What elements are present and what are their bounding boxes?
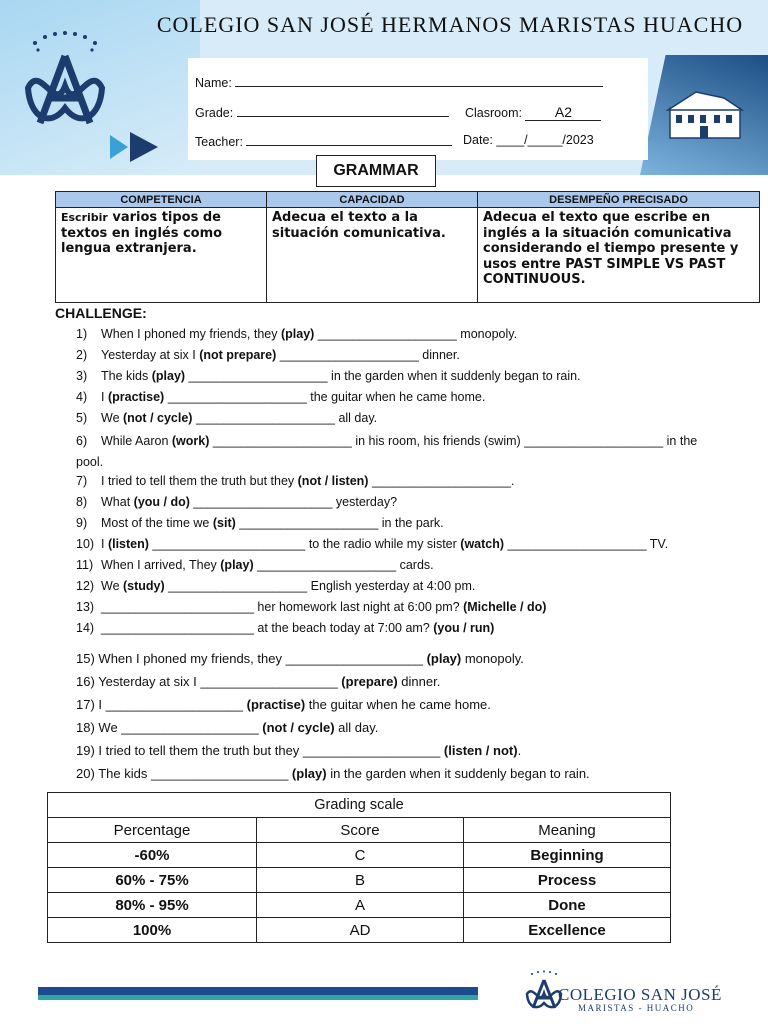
date-field[interactable] <box>463 133 594 147</box>
exercise-text: Most of the time we <box>101 516 213 530</box>
exercise-verb: (practise) <box>107 390 165 404</box>
name-field[interactable] <box>195 74 603 90</box>
exercise-text: the guitar when he came home. <box>305 697 491 712</box>
name-line[interactable] <box>235 74 603 87</box>
percentage-cell: 80% - 95% <box>48 893 257 918</box>
exercise-text: ____________________ cards. <box>253 558 434 572</box>
exercise-verb: (play) <box>151 369 186 383</box>
exercise-text: . <box>517 743 522 758</box>
exercise-item[interactable] <box>76 674 726 690</box>
exercise-verb: (practise) <box>246 697 306 712</box>
percentage-cell: 60% - 75% <box>48 868 257 893</box>
arrow-decoration-icon <box>110 132 160 162</box>
score-cell: B <box>257 868 464 893</box>
exercise-text: We ___________________ <box>98 720 263 735</box>
exercise-number: 11) <box>76 558 94 572</box>
exercise-text: When I phoned my friends, they ___________________ <box>98 651 427 666</box>
meaning-cell: Done <box>464 893 671 918</box>
exercise-item[interactable] <box>76 494 726 510</box>
exercise-item[interactable] <box>76 620 726 636</box>
exercise-number: 5) <box>76 411 88 425</box>
exercise-text: ____________________ in the park. <box>235 516 444 530</box>
exercise-number: 20) <box>76 766 95 781</box>
exercise-text: ____________________ the guitar when he came home. <box>164 390 486 404</box>
date-label: Date: <box>463 133 493 147</box>
exercise-text: What <box>101 495 134 509</box>
exercise-verb: (sit) <box>212 516 236 530</box>
score-cell: AD <box>257 918 464 943</box>
exercise-verb: (you / do) <box>133 495 190 509</box>
column-header: Meaning <box>464 818 671 843</box>
exercise-text: We <box>101 579 123 593</box>
competencia-cell <box>56 208 267 303</box>
exercise-verb: (play) <box>291 766 327 781</box>
exercise-item[interactable] <box>76 536 726 552</box>
exercise-verb: (study) <box>123 579 165 593</box>
teacher-field[interactable] <box>195 133 452 149</box>
exercise-text: ____________________ TV. <box>504 537 669 551</box>
footer-stripe-teal <box>38 995 478 1000</box>
exercise-verb: (not prepare) <box>199 348 277 362</box>
column-header: COMPETENCIA <box>56 192 267 208</box>
exercise-text: The kids ___________________ <box>98 766 292 781</box>
footer-stripe-blue <box>38 987 478 995</box>
exercise-verb: (listen / not) <box>443 743 518 758</box>
grading-title: Grading scale <box>48 793 671 818</box>
exercise-item[interactable] <box>76 697 726 713</box>
exercise-text: ______________________ at the beach today at 7:00 am? <box>101 621 434 635</box>
school-logo-icon <box>20 28 110 138</box>
exercise-text: ____________________ dinner. <box>276 348 460 362</box>
exercise-number: 1) <box>76 327 88 341</box>
exercise-item[interactable] <box>76 651 726 667</box>
footer-school-name: COLEGIO SAN JOSÉ <box>558 985 722 1004</box>
section-title: GRAMMAR <box>316 155 436 187</box>
classroom-field[interactable] <box>465 104 601 121</box>
exercise-verb: (you / run) <box>433 621 495 635</box>
grading-title-row <box>48 793 671 818</box>
exercise-verb: (watch) <box>460 537 505 551</box>
score-cell: A <box>257 893 464 918</box>
column-header: DESEMPEÑO PRECISADO <box>478 192 760 208</box>
exercise-text: Yesterday at six I ___________________ <box>98 674 342 689</box>
grade-label: Grade: <box>195 106 234 120</box>
teacher-line[interactable] <box>246 133 452 146</box>
meaning-cell: Excellence <box>464 918 671 943</box>
column-header: Score <box>257 818 464 843</box>
exercise-verb: (not / listen) <box>297 474 369 488</box>
table-row <box>48 868 671 893</box>
grade-line[interactable] <box>237 104 449 117</box>
exercise-number: 8) <box>76 495 88 509</box>
table-row <box>48 918 671 943</box>
exercise-verb: (work) <box>171 434 210 448</box>
exercise-text: The kids <box>101 369 152 383</box>
meaning-cell: Beginning <box>464 843 671 868</box>
competence-header-row <box>56 192 760 208</box>
exercise-number: 17) <box>76 697 95 712</box>
exercise-number: 2) <box>76 348 88 362</box>
exercise-number: 19) <box>76 743 95 758</box>
exercise-text: in the garden when it suddenly began to rain. <box>326 766 590 781</box>
classroom-value: A2 <box>525 104 601 121</box>
exercise-verb: (Michelle / do) <box>463 600 547 614</box>
table-row <box>48 843 671 868</box>
exercise-number: 13) <box>76 600 95 614</box>
table-row <box>48 893 671 918</box>
exercise-text: ____________________. <box>368 474 515 488</box>
desempeno-cell: Adecua el texto que escribe en inglés a la situación comunicativa considerando el tiempo presente y usos entre PAST SIMPLE VS PAST CONTINUOUS. <box>478 208 760 303</box>
exercise-text: While Aaron <box>101 434 172 448</box>
exercise-item[interactable] <box>76 431 726 473</box>
exercise-verb: (play) <box>220 558 254 572</box>
exercise-number: 7) <box>76 474 88 488</box>
exercise-text: When I arrived, They <box>101 558 221 572</box>
exercise-item[interactable] <box>76 368 726 384</box>
exercise-item[interactable] <box>76 578 726 594</box>
percentage-cell: 100% <box>48 918 257 943</box>
classroom-label: Clasroom: <box>465 106 522 120</box>
exercise-number: 10) <box>76 537 95 551</box>
grade-field[interactable] <box>195 104 449 120</box>
exercise-text: dinner. <box>397 674 441 689</box>
exercise-verb: (listen) <box>107 537 149 551</box>
exercise-text: ____________________ in the garden when it suddenly began to rain. <box>185 369 581 383</box>
exercise-text: ____________________ all day. <box>192 411 378 425</box>
exercise-item[interactable] <box>76 410 726 426</box>
competencia-prefix: Escribir <box>61 211 108 224</box>
exercise-text: When I phoned my friends, they <box>101 327 281 341</box>
exercise-text: I <box>101 537 108 551</box>
grading-scale-table <box>47 792 671 943</box>
exercise-item[interactable] <box>76 473 726 489</box>
exercise-verb: (prepare) <box>341 674 398 689</box>
exercise-text: ____________________ in his room, his friends (swim) ____________________ in the pool. <box>76 434 698 469</box>
exercise-text: ____________________ yesterday? <box>189 495 398 509</box>
exercise-item[interactable] <box>76 766 726 782</box>
exercise-item[interactable] <box>76 599 726 615</box>
exercise-number: 3) <box>76 369 88 383</box>
school-title: COLEGIO SAN JOSÉ HERMANOS MARISTAS HUACHO <box>156 12 744 37</box>
exercise-item[interactable] <box>76 515 726 531</box>
exercise-text: I ___________________ <box>98 697 247 712</box>
meaning-cell: Process <box>464 868 671 893</box>
percentage-cell: -60% <box>48 843 257 868</box>
exercise-text: ______________________ her homework last night at 6:00 pm? <box>101 600 464 614</box>
exercise-text: monopoly. <box>461 651 524 666</box>
exercise-text: I tried to tell them the truth but they ___________________ <box>98 743 444 758</box>
exercise-item[interactable] <box>76 557 726 573</box>
score-cell: C <box>257 843 464 868</box>
column-header: Percentage <box>48 818 257 843</box>
exercise-verb: (not / cycle) <box>123 411 193 425</box>
teacher-label: Teacher: <box>195 135 243 149</box>
exercise-number: 6) <box>76 434 88 448</box>
grading-header-row <box>48 818 671 843</box>
exercise-item[interactable] <box>76 720 726 736</box>
column-header: CAPACIDAD <box>267 192 478 208</box>
exercise-number: 16) <box>76 674 95 689</box>
capacidad-cell: Adecua el texto a la situación comunicativa. <box>267 208 478 303</box>
competence-table <box>55 191 760 303</box>
exercise-text: I <box>101 390 108 404</box>
school-building-icon <box>666 88 746 140</box>
name-label: Name: <box>195 76 232 90</box>
exercise-item[interactable] <box>76 347 726 363</box>
competencia-text: varios tipos de textos en inglés como lengua extranjera. <box>61 210 223 256</box>
exercise-text: all day. <box>334 720 379 735</box>
exercise-item[interactable] <box>76 326 726 342</box>
exercise-number: 12) <box>76 579 95 593</box>
exercise-number: 18) <box>76 720 95 735</box>
exercise-text: We <box>101 411 123 425</box>
exercise-number: 14) <box>76 621 95 635</box>
exercise-text: ______________________ to the radio while my sister <box>148 537 461 551</box>
exercise-number: 9) <box>76 516 88 530</box>
competence-row <box>56 208 760 303</box>
exercise-text: I tried to tell them the truth but they <box>101 474 298 488</box>
exercise-item[interactable] <box>76 389 726 405</box>
date-value: ____/_____/2023 <box>496 133 594 147</box>
exercise-verb: (not / cycle) <box>262 720 335 735</box>
challenge-label: CHALLENGE: <box>55 305 147 321</box>
exercise-text: Yesterday at six I <box>101 348 200 362</box>
exercise-text: ____________________ English yesterday at 4:00 pm. <box>164 579 476 593</box>
exercise-number: 4) <box>76 390 88 404</box>
exercise-verb: (play) <box>426 651 462 666</box>
exercise-text: ____________________ monopoly. <box>314 327 518 341</box>
exercise-item[interactable] <box>76 743 726 759</box>
footer-school-subtitle: MARISTAS - HUACHO <box>578 1003 695 1013</box>
exercise-verb: (play) <box>280 327 315 341</box>
exercise-number: 15) <box>76 651 95 666</box>
